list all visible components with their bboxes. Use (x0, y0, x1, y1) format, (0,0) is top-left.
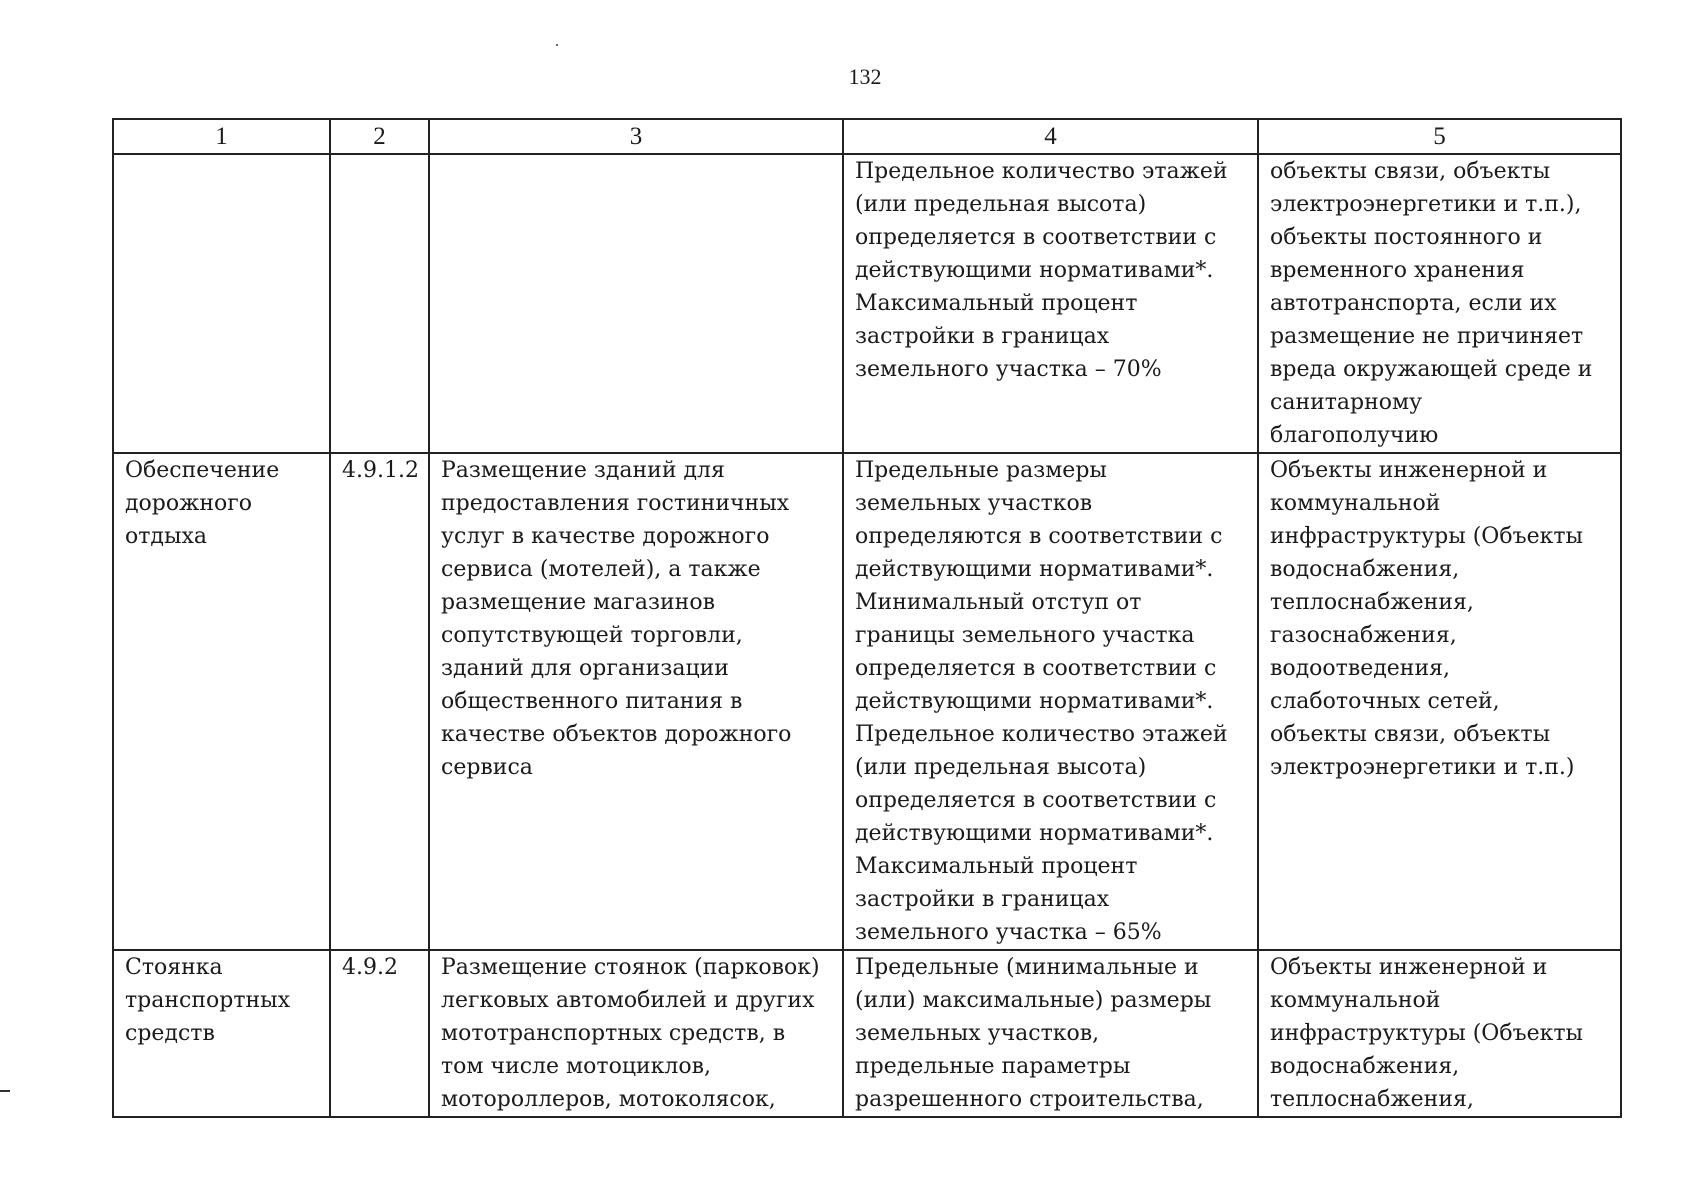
cell-auxiliary-objects: объекты связи, объекты электроэнергетики и т.п.), объекты постоянного и временного хранения автотранспорта, если их размещение не причиняет вреда окружающей среде и санитарному благополучию (1258, 154, 1621, 453)
table-row (113, 154, 1621, 453)
column-header-1: 1 (113, 119, 330, 154)
table-row (113, 950, 1621, 1117)
cell-construction-parameters: Предельные размеры земельных участков определяются в соответствии с действующими нормативами*. Минимальный отступ от границы земельного участка определяется в соответствии с действующими нормативами*. Предельное количество этажей (или предельная высота) определяется в соответствии с действующими нормативами*. Максимальный процент застройки в границах земельного участка – 65% (843, 453, 1258, 950)
column-header-3: 3 (429, 119, 843, 154)
cell-auxiliary-objects: Объекты инженерной и коммунальной инфраструктуры (Объекты водоснабжения, теплоснабжения, (1258, 950, 1621, 1117)
cell-land-use-description: Размещение зданий для предоставления гостиничных услуг в качестве дорожного сервиса (мотелей), а также размещение магазинов сопутствующей торговли, зданий для организации общественного питания в качестве объектов дорожного сервиса (429, 453, 843, 950)
cell-land-use-name: Обеспечение дорожного отдыха (113, 453, 330, 950)
scan-speck (556, 44, 558, 46)
table-header-row (113, 119, 1621, 154)
cell-land-use-code: 4.9.2 (330, 950, 429, 1117)
cell-construction-parameters: Предельные (минимальные и (или) максимальные) размеры земельных участков, предельные параметры разрешенного строительства, (843, 950, 1258, 1117)
column-header-4: 4 (843, 119, 1258, 154)
margin-mark (0, 1090, 10, 1092)
column-header-5: 5 (1258, 119, 1621, 154)
table-row (113, 453, 1621, 950)
column-header-2: 2 (330, 119, 429, 154)
cell-land-use-name (113, 154, 330, 453)
cell-auxiliary-objects: Объекты инженерной и коммунальной инфраструктуры (Объекты водоснабжения, теплоснабжения, газоснабжения, водоотведения, слаботочных сетей, объекты связи, объекты электроэнергетики и т.п.) (1258, 453, 1621, 950)
cell-land-use-code: 4.9.1.2 (330, 453, 429, 950)
cell-land-use-description (429, 154, 843, 453)
regulations-table (112, 118, 1622, 1118)
page-number: 132 (848, 64, 882, 89)
cell-construction-parameters: Предельное количество этажей (или предельная высота) определяется в соответствии с действующими нормативами*. Максимальный процент застройки в границах земельного участка – 70% (843, 154, 1258, 453)
cell-land-use-code (330, 154, 429, 453)
cell-land-use-description: Размещение стоянок (парковок) легковых автомобилей и других мототранспортных средств, в том числе мотоциклов, мотороллеров, мотоколясок, (429, 950, 843, 1117)
cell-land-use-name: Стоянка транспортных средств (113, 950, 330, 1117)
